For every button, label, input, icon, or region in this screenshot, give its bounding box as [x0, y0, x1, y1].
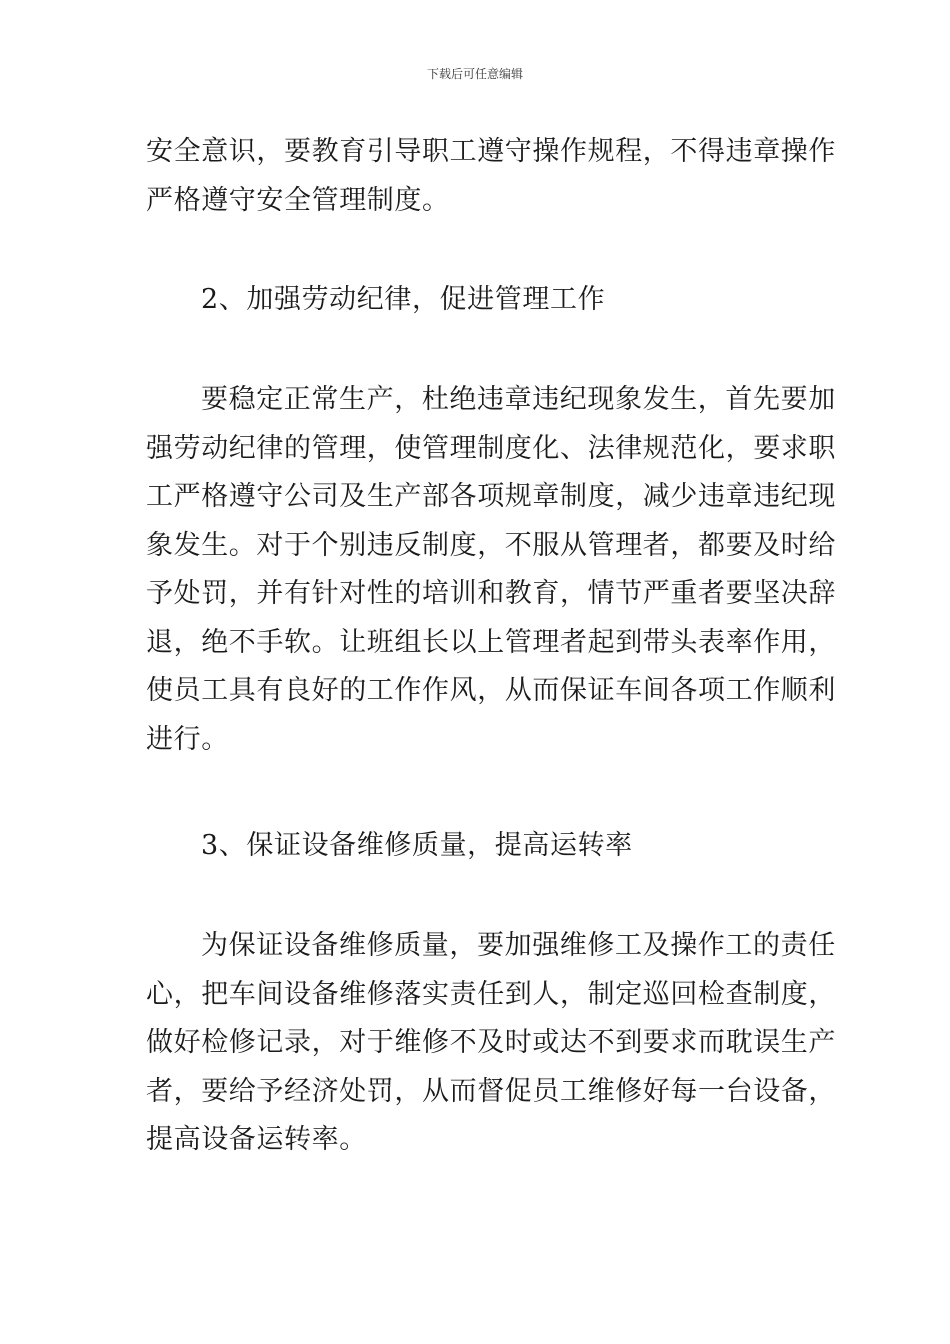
paragraph-line: 进行。	[146, 723, 229, 755]
paragraph-line: 提高设备运转率。	[146, 1124, 367, 1155]
heading-text: 3、保证设备维修质量，提高运转率	[201, 830, 633, 861]
page-header: 下载后可任意编辑	[426, 67, 523, 81]
paragraph-line: 做好检修记录，对于维修不及时或达不到要求而耽误生产	[146, 1027, 836, 1058]
paragraph-line: 安全意识，要教育引导职工遵守操作规程，不得违章操作	[146, 136, 836, 167]
paragraph-line: 者，要给予经济处罚，从而督促员工维修好每一台设备，	[146, 1075, 836, 1107]
paragraph-line: 严格遵守安全管理制度。	[146, 184, 450, 216]
heading-text: 2、加强劳动纪律，促进管理工作	[201, 284, 606, 315]
paragraph-line: 心，把车间设备维修落实责任到人，制定巡回检查制度，	[146, 978, 836, 1010]
section-3-paragraph	[146, 922, 836, 1165]
paragraph-line: 退，绝不手软。让班组长以上管理者起到带头表率作用，	[146, 626, 836, 658]
section-heading-2	[146, 276, 810, 325]
paragraph-line: 要稳定正常生产，杜绝违章违纪现象发生，首先要加	[201, 384, 836, 415]
intro-paragraph	[146, 128, 836, 225]
paragraph-line: 使员工具有良好的工作作风，从而保证车间各项工作顺利	[146, 675, 836, 706]
section-2-paragraph	[146, 376, 836, 764]
paragraph-line: 予处罚，并有针对性的培训和教育，情节严重者要坚决辞	[146, 578, 836, 609]
paragraph-line: 象发生。对于个别违反制度，不服从管理者，都要及时给	[146, 529, 836, 561]
paragraph-line: 工严格遵守公司及生产部各项规章制度，减少违章违纪现	[146, 481, 836, 512]
section-heading-3	[146, 822, 810, 871]
paragraph-line: 强劳动纪律的管理，使管理制度化、法律规范化，要求职	[146, 432, 836, 464]
paragraph-line: 为保证设备维修质量，要加强维修工及操作工的责任	[201, 930, 836, 961]
